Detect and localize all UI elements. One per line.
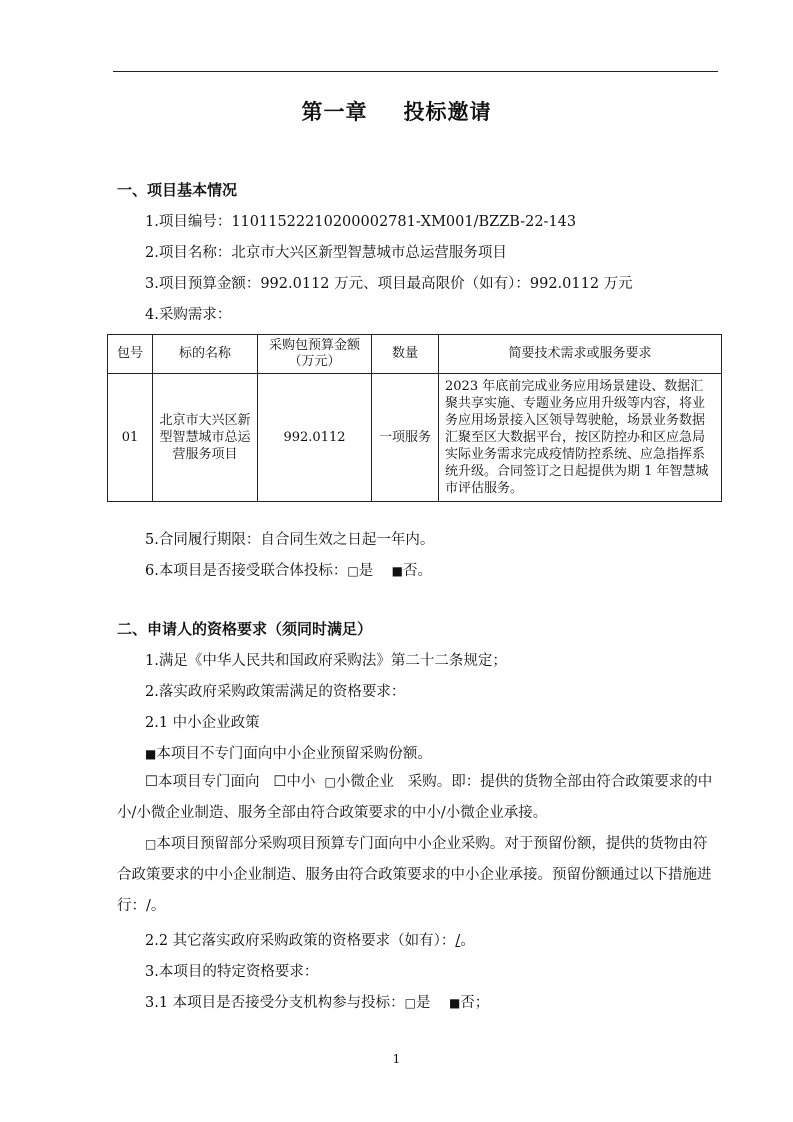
qualification-2: 2.落实政府采购政策需满足的资格要求： [145,684,406,700]
cell-name: 北京市大兴区新型智慧城市总运营服务项目 [153,374,258,502]
checkbox-unchecked-icon: □ [347,564,359,578]
project-budget: 3.项目预算金额：992.0112 万元、项目最高限价（如有）：992.0112 万元 [145,276,633,292]
specific-qualification: 3.本项目的特定资格要求： [145,964,319,980]
qualification-1: 1.满足《中华人民共和国政府采购法》第二十二条规定； [145,653,507,669]
requirements-table [107,334,722,502]
section1-heading: 一、项目基本情况 [117,181,238,199]
contract-period: 5.合同履行期限：自合同生效之日起一年内。 [145,532,435,548]
checkbox-unchecked-icon: □ [145,837,157,851]
sme-option-1: ■本项目不专门面向中小企业预留采购份额。 [145,746,432,762]
cell-pkg: 01 [108,374,153,502]
col-budget: 采购包预算金额（万元） [258,335,372,374]
col-pkg: 包号 [108,335,153,374]
cell-desc: 2023 年底前完成业务应用场景建设、数据汇聚共享实施、专题业务应用升级等内容，将业务应用场景接入区领导驾驶舱，场景业务数据汇聚至区大数据平台，按区防控办和区应急局实际业务需求完成疫情防控系统、应急指挥系统升级。合同签订之日起提供为期 1 年智慧城市评估服务。 [439,374,722,502]
table-row [108,374,722,502]
checkbox-unchecked-icon: ☐ [145,774,158,790]
sme-policy-heading: 2.1 中小企业政策 [145,715,260,731]
chapter-name: 投标邀请 [403,99,492,124]
chapter-number: 第一章 [301,99,368,124]
page-number: 1 [392,1052,401,1066]
checkbox-unchecked-icon: □ [324,775,336,789]
sme-option-3: □本项目预留部分采购项目预算专门面向中小企业采购。对于预留份额，提供的货物由符合政策要求的中小企业制造、服务由符合政策要求的中小企业承接。预留份额通过以下措施进行：/。 [117,836,712,914]
cell-budget: 992.0112 [258,374,372,502]
sme-option-2: ☐本项目专门面向 ☐中小 □小微企业 采购。即：提供的货物全部由符合政策要求的中小/小微企业制造、服务全部由符合政策要求的中小/小微企业承接。 [117,774,713,821]
col-desc: 简要技术需求或服务要求 [439,335,722,374]
col-name: 标的名称 [153,335,258,374]
checkbox-checked-icon: ■ [145,747,157,761]
consortium-bid: 6.本项目是否接受联合体投标：□是 ■否。 [145,563,432,579]
other-policy-requirement: 2.2 其它落实政府采购政策的资格要求（如有）：/。 [145,933,475,949]
procurement-need: 4.采购需求： [145,307,232,323]
table-header-row [108,335,722,374]
cell-qty: 一项服务 [372,374,439,502]
branch-bid: 3.1 本项目是否接受分支机构参与投标：□是 ■否； [145,995,490,1011]
section2-heading: 二、申请人的资格要求（须同时满足） [117,620,373,638]
checkbox-checked-icon: ■ [448,996,461,1010]
project-number: 1.项目编号：11011522210200002781-XM001/BZZB-22-143 [145,214,577,230]
checkbox-unchecked-icon: □ [404,996,417,1010]
col-qty: 数量 [372,335,439,374]
checkbox-checked-icon: ■ [391,564,403,578]
checkbox-unchecked-icon: ☐ [273,774,287,790]
project-name: 2.项目名称：北京市大兴区新型智慧城市总运营服务项目 [145,245,507,261]
chapter-title [0,96,793,126]
header-rule [113,71,718,72]
